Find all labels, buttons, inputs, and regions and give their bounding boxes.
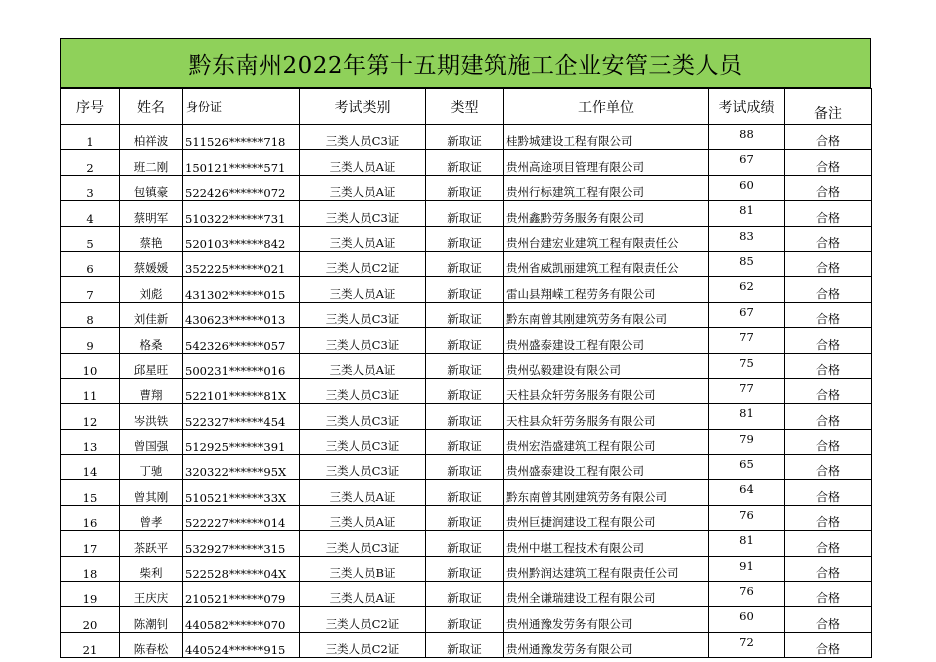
table-row	[61, 251, 872, 276]
cell-score: 81	[709, 531, 785, 556]
cell-id: 500231******016	[183, 353, 300, 378]
cell-note: 合格	[785, 632, 872, 657]
cell-name: 曾孝	[120, 505, 183, 530]
cell-company: 贵州宏浩盛建筑工程有限公司	[504, 429, 709, 454]
cell-name: 丁驰	[120, 455, 183, 480]
cell-seq: 8	[61, 302, 120, 327]
cell-note: 合格	[785, 607, 872, 632]
cell-seq: 2	[61, 150, 120, 175]
cell-score: 64	[709, 480, 785, 505]
cell-type: 新取证	[426, 632, 504, 657]
cell-note: 合格	[785, 556, 872, 581]
table-row	[61, 125, 872, 150]
cell-seq: 16	[61, 505, 120, 530]
cell-note: 合格	[785, 328, 872, 353]
cell-company: 桂黔城建设工程有限公司	[504, 125, 709, 150]
cell-name: 格桑	[120, 328, 183, 353]
cell-note: 合格	[785, 125, 872, 150]
cell-type: 新取证	[426, 175, 504, 200]
table-row	[61, 632, 872, 657]
table-row	[61, 531, 872, 556]
cell-type: 新取证	[426, 455, 504, 480]
cell-company: 雷山县翔嵘工程劳务有限公司	[504, 277, 709, 302]
sheet-title: 黔东南州2022年第十五期建筑施工企业安管三类人员	[60, 38, 871, 88]
cell-company: 贵州高途项目管理有限公司	[504, 150, 709, 175]
cell-id: 430623******013	[183, 302, 300, 327]
cell-company: 贵州鑫黔劳务服务有限公司	[504, 201, 709, 226]
cell-id: 510322******731	[183, 201, 300, 226]
table-row	[61, 378, 872, 403]
cell-id: 150121******571	[183, 150, 300, 175]
cell-note: 合格	[785, 353, 872, 378]
cell-score: 77	[709, 378, 785, 403]
cell-company: 贵州台建宏业建筑工程有限责任公	[504, 226, 709, 251]
cell-exam-type: 三类人员C3证	[300, 404, 426, 429]
cell-score: 75	[709, 353, 785, 378]
cell-type: 新取证	[426, 150, 504, 175]
cell-company: 贵州黔润达建筑工程有限责任公司	[504, 556, 709, 581]
cell-id: 520103******842	[183, 226, 300, 251]
cell-id: 440582******070	[183, 607, 300, 632]
cell-company: 贵州行标建筑工程有限公司	[504, 175, 709, 200]
cell-exam-type: 三类人员C3证	[300, 125, 426, 150]
cell-name: 邱星旺	[120, 353, 183, 378]
cell-exam-type: 三类人员C3证	[300, 378, 426, 403]
cell-id: 320322******95X	[183, 455, 300, 480]
cell-score: 60	[709, 607, 785, 632]
cell-seq: 6	[61, 251, 120, 276]
table-row	[61, 277, 872, 302]
cell-company: 天柱县众轩劳务服务有限公司	[504, 378, 709, 403]
table-row	[61, 353, 872, 378]
table-row	[61, 429, 872, 454]
table-row	[61, 505, 872, 530]
cell-note: 合格	[785, 302, 872, 327]
cell-type: 新取证	[426, 251, 504, 276]
cell-name: 刘彪	[120, 277, 183, 302]
cell-type: 新取证	[426, 277, 504, 302]
cell-seq: 1	[61, 125, 120, 150]
cell-type: 新取证	[426, 226, 504, 251]
table-row	[61, 404, 872, 429]
header-id: 身份证	[183, 89, 300, 125]
cell-id: 522327******454	[183, 404, 300, 429]
cell-score: 62	[709, 277, 785, 302]
cell-exam-type: 三类人员C3证	[300, 302, 426, 327]
cell-id: 511526******718	[183, 125, 300, 150]
cell-seq: 13	[61, 429, 120, 454]
header-note: 备注	[785, 89, 872, 125]
cell-note: 合格	[785, 251, 872, 276]
cell-company: 贵州省威凯丽建筑工程有限责任公	[504, 251, 709, 276]
cell-exam-type: 三类人员A证	[300, 277, 426, 302]
cell-score: 65	[709, 455, 785, 480]
cell-name: 蔡艳	[120, 226, 183, 251]
cell-seq: 4	[61, 201, 120, 226]
cell-note: 合格	[785, 277, 872, 302]
cell-seq: 9	[61, 328, 120, 353]
header-row	[61, 89, 872, 125]
cell-note: 合格	[785, 226, 872, 251]
cell-id: 522426******072	[183, 175, 300, 200]
spreadsheet	[60, 38, 871, 658]
cell-seq: 10	[61, 353, 120, 378]
cell-exam-type: 三类人员A证	[300, 150, 426, 175]
cell-name: 曾国强	[120, 429, 183, 454]
cell-note: 合格	[785, 175, 872, 200]
table-row	[61, 226, 872, 251]
cell-note: 合格	[785, 582, 872, 607]
cell-company: 贵州中堪工程技术有限公司	[504, 531, 709, 556]
cell-name: 陈潮钊	[120, 607, 183, 632]
cell-seq: 21	[61, 632, 120, 657]
cell-score: 91	[709, 556, 785, 581]
cell-score: 76	[709, 582, 785, 607]
cell-exam-type: 三类人员A证	[300, 582, 426, 607]
cell-name: 岑洪铁	[120, 404, 183, 429]
cell-name: 蔡媛媛	[120, 251, 183, 276]
cell-note: 合格	[785, 505, 872, 530]
cell-type: 新取证	[426, 201, 504, 226]
cell-seq: 17	[61, 531, 120, 556]
cell-score: 83	[709, 226, 785, 251]
cell-company: 黔东南曾其刚建筑劳务有限公司	[504, 302, 709, 327]
cell-type: 新取证	[426, 607, 504, 632]
cell-company: 贵州全谦瑞建设工程有限公司	[504, 582, 709, 607]
cell-exam-type: 三类人员A证	[300, 175, 426, 200]
header-score: 考试成绩	[709, 89, 785, 125]
cell-seq: 19	[61, 582, 120, 607]
cell-type: 新取证	[426, 531, 504, 556]
cell-name: 陈春松	[120, 632, 183, 657]
cell-company: 贵州通豫发劳务有限公司	[504, 632, 709, 657]
cell-name: 柏祥波	[120, 125, 183, 150]
cell-exam-type: 三类人员C3证	[300, 328, 426, 353]
cell-seq: 14	[61, 455, 120, 480]
cell-seq: 7	[61, 277, 120, 302]
cell-score: 67	[709, 150, 785, 175]
cell-company: 贵州盛泰建设工程有限公司	[504, 328, 709, 353]
cell-name: 包镇豪	[120, 175, 183, 200]
cell-score: 60	[709, 175, 785, 200]
cell-id: 522101******81X	[183, 378, 300, 403]
cell-type: 新取证	[426, 505, 504, 530]
cell-seq: 15	[61, 480, 120, 505]
cell-score: 79	[709, 429, 785, 454]
cell-note: 合格	[785, 455, 872, 480]
cell-exam-type: 三类人员A证	[300, 353, 426, 378]
cell-name: 蔡明军	[120, 201, 183, 226]
cell-id: 542326******057	[183, 328, 300, 353]
table-row	[61, 302, 872, 327]
cell-seq: 11	[61, 378, 120, 403]
table-row	[61, 201, 872, 226]
cell-type: 新取证	[426, 582, 504, 607]
cell-score: 85	[709, 251, 785, 276]
cell-name: 曹翔	[120, 378, 183, 403]
cell-name: 茶跃平	[120, 531, 183, 556]
cell-id: 440524******915	[183, 632, 300, 657]
table-row	[61, 582, 872, 607]
cell-score: 88	[709, 125, 785, 150]
cell-type: 新取证	[426, 302, 504, 327]
table-row	[61, 328, 872, 353]
cell-exam-type: 三类人员B证	[300, 556, 426, 581]
cell-type: 新取证	[426, 328, 504, 353]
cell-exam-type: 三类人员C2证	[300, 607, 426, 632]
cell-exam-type: 三类人员A证	[300, 226, 426, 251]
cell-exam-type: 三类人员A证	[300, 505, 426, 530]
cell-id: 512925******391	[183, 429, 300, 454]
cell-score: 67	[709, 302, 785, 327]
cell-exam-type: 三类人员A证	[300, 480, 426, 505]
cell-type: 新取证	[426, 480, 504, 505]
cell-seq: 18	[61, 556, 120, 581]
cell-id: 510521******33X	[183, 480, 300, 505]
cell-score: 72	[709, 632, 785, 657]
cell-name: 班二刚	[120, 150, 183, 175]
cell-exam-type: 三类人员C3证	[300, 531, 426, 556]
cell-note: 合格	[785, 480, 872, 505]
cell-company: 贵州通豫发劳务有限公司	[504, 607, 709, 632]
cell-score: 81	[709, 201, 785, 226]
cell-type: 新取证	[426, 429, 504, 454]
cell-score: 81	[709, 404, 785, 429]
cell-id: 210521******079	[183, 582, 300, 607]
cell-id: 431302******015	[183, 277, 300, 302]
cell-score: 76	[709, 505, 785, 530]
cell-type: 新取证	[426, 378, 504, 403]
header-type: 类型	[426, 89, 504, 125]
cell-seq: 5	[61, 226, 120, 251]
cell-name: 柴利	[120, 556, 183, 581]
cell-note: 合格	[785, 150, 872, 175]
cell-seq: 12	[61, 404, 120, 429]
cell-score: 77	[709, 328, 785, 353]
cell-id: 532927******315	[183, 531, 300, 556]
header-name: 姓名	[120, 89, 183, 125]
cell-name: 王庆庆	[120, 582, 183, 607]
cell-exam-type: 三类人员C3证	[300, 201, 426, 226]
cell-type: 新取证	[426, 556, 504, 581]
cell-note: 合格	[785, 378, 872, 403]
cell-type: 新取证	[426, 353, 504, 378]
cell-note: 合格	[785, 429, 872, 454]
table-row	[61, 607, 872, 632]
table-row	[61, 175, 872, 200]
cell-company: 贵州弘毅建设有限公司	[504, 353, 709, 378]
table-row	[61, 150, 872, 175]
cell-id: 522528******04X	[183, 556, 300, 581]
header-seq: 序号	[61, 89, 120, 125]
cell-name: 刘佳新	[120, 302, 183, 327]
table-row	[61, 455, 872, 480]
cell-exam-type: 三类人员C3证	[300, 429, 426, 454]
cell-exam-type: 三类人员C2证	[300, 632, 426, 657]
header-company: 工作单位	[504, 89, 709, 125]
cell-company: 贵州盛泰建设工程有限公司	[504, 455, 709, 480]
cell-id: 522227******014	[183, 505, 300, 530]
header-exam-type: 考试类别	[300, 89, 426, 125]
cell-id: 352225******021	[183, 251, 300, 276]
cell-exam-type: 三类人员C3证	[300, 455, 426, 480]
cell-company: 天柱县众轩劳务服务有限公司	[504, 404, 709, 429]
cell-note: 合格	[785, 201, 872, 226]
personnel-table	[60, 88, 872, 658]
cell-seq: 20	[61, 607, 120, 632]
table-row	[61, 480, 872, 505]
cell-note: 合格	[785, 404, 872, 429]
cell-company: 贵州巨捷润建设工程有限公司	[504, 505, 709, 530]
cell-type: 新取证	[426, 125, 504, 150]
cell-exam-type: 三类人员C2证	[300, 251, 426, 276]
cell-note: 合格	[785, 531, 872, 556]
cell-seq: 3	[61, 175, 120, 200]
cell-company: 黔东南曾其刚建筑劳务有限公司	[504, 480, 709, 505]
table-row	[61, 556, 872, 581]
cell-type: 新取证	[426, 404, 504, 429]
cell-name: 曾其刚	[120, 480, 183, 505]
